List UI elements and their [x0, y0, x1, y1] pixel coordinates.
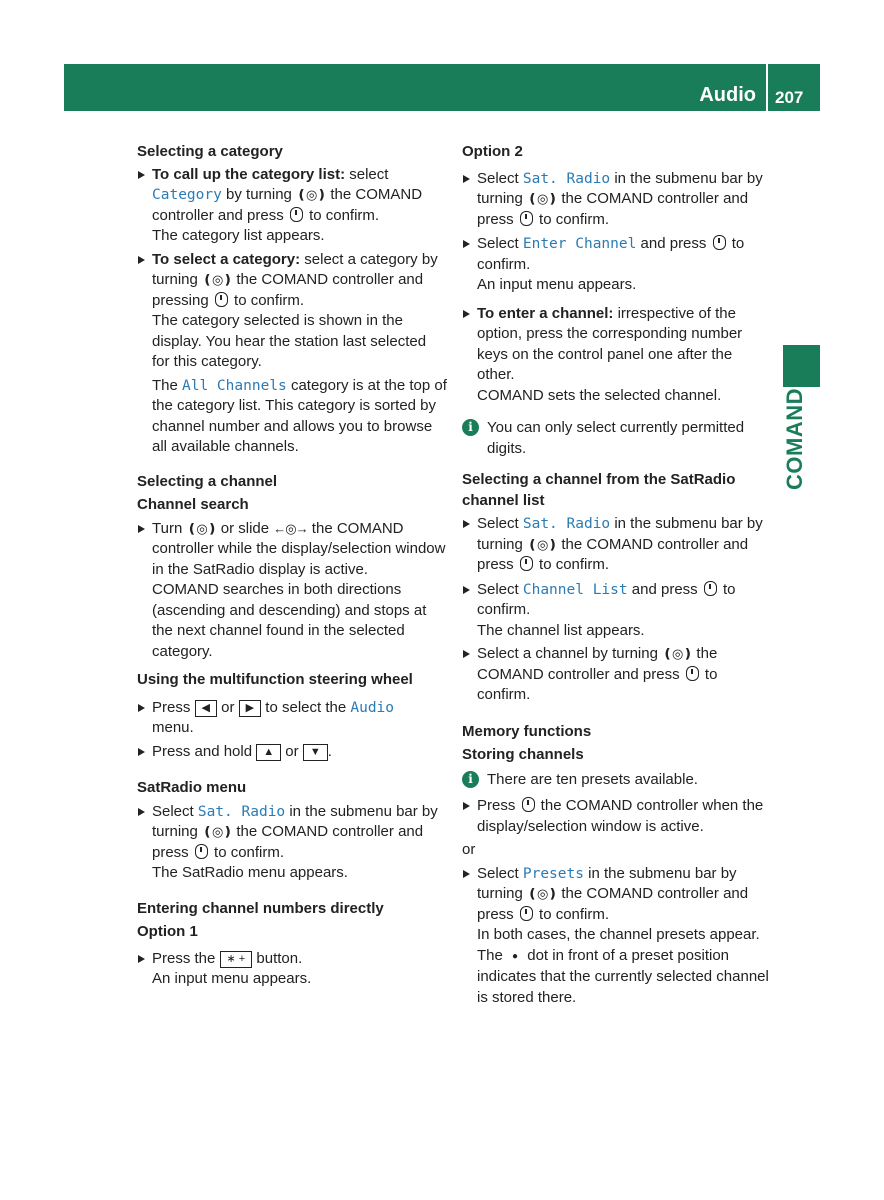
satradio-menu-result: The SatRadio menu appears.	[152, 864, 348, 881]
heading-satradio-channel-list: Selecting a channel from the SatRadio channel list	[462, 471, 736, 509]
up-button-icon: ▲	[256, 744, 281, 761]
info-icon: i	[462, 419, 479, 436]
category-selected-note: The category selected is shown in the display. You hear the station last selected for this category.	[152, 312, 427, 370]
left-button-icon: ◀	[195, 700, 217, 717]
heading-channel-search: Channel search	[137, 496, 249, 513]
step-select-satradio-opt2: Select Sat. Radio in the submenu bar by turning ❪◎❫ the COMAND controller and press to confirm.	[462, 169, 772, 231]
result-category-list: The category list appears.	[152, 227, 325, 244]
step-enter-channel: To enter a channel: irrespective of the option, press the corresponding number keys on the control panel one after the other.	[462, 304, 772, 386]
heading-option-1: Option 1	[137, 923, 198, 940]
heading-satradio-menu: SatRadio menu	[137, 779, 247, 796]
rotate-controller-icon: ❪◎❫	[527, 886, 558, 901]
step-press-arrows: Press ◀ or ▶ to select the Audio menu.	[137, 698, 447, 739]
side-tab-label: COMAND	[782, 388, 807, 490]
step-select-presets: Select Presets in the submenu bar by turning ❪◎❫ the COMAND controller and press to confirm.	[462, 864, 772, 926]
side-tab-marker	[783, 345, 820, 387]
heading-selecting-channel: Selecting a channel	[137, 472, 278, 490]
info-ten-presets: i There are ten presets available.	[462, 770, 772, 791]
rotate-controller-icon: ❪◎❫	[662, 646, 693, 661]
slide-controller-icon: ←◎→	[273, 520, 308, 536]
step-select-satradio: Select Sat. Radio in the submenu bar by turning ❪◎❫ the COMAND controller and press to confirm.	[137, 802, 447, 864]
rotate-controller-icon: ❪◎❫	[296, 187, 327, 202]
rotate-controller-icon: ❪◎❫	[527, 536, 558, 552]
step-press-star-button: Press the ∗ + button.	[137, 949, 447, 970]
step-call-category-list: To call up the category list: select Category by turning ❪◎❫ the COMAND controller and press to confirm.	[137, 165, 447, 227]
heading-memory-functions: Memory functions	[462, 722, 592, 740]
step-press-hold: Press and hold ▲ or ▼ .	[137, 742, 447, 763]
comand-sets-channel: COMAND sets the selected channel.	[477, 386, 722, 404]
press-controller-icon	[704, 581, 717, 596]
step-select-satradio-list: Select Sat. Radio in the submenu bar by turning ❪◎❫ the COMAND controller and press to confirm.	[462, 514, 772, 576]
step-select-enter-channel: Select Enter Channel and press to confirm.	[462, 234, 772, 275]
press-controller-icon	[195, 844, 208, 859]
section-title: Audio	[699, 84, 756, 106]
press-controller-icon	[520, 556, 533, 571]
step-select-channel-list: Select Channel List and press to confirm.	[462, 580, 772, 621]
input-menu-appears: An input menu appears.	[477, 276, 637, 293]
or-separator: or	[462, 841, 476, 858]
press-controller-icon	[520, 906, 533, 921]
right-column	[462, 142, 772, 1008]
down-button-icon: ▼	[303, 744, 328, 761]
rotate-controller-icon: ❪◎❫	[527, 191, 558, 206]
rotate-controller-icon: ❪◎❫	[202, 824, 233, 839]
all-channels-note: The All Channels category is at the top of the category list. This category is sorted by channel number and allows you to browse all available channels.	[152, 376, 447, 455]
rotate-controller-icon: ❪◎❫	[202, 272, 233, 287]
left-column	[137, 142, 447, 990]
preset-dot-icon: ●	[512, 950, 519, 962]
step-select-category: To select a category: select a category by turning ❪◎❫ the COMAND controller and pressing to confirm.	[137, 250, 447, 312]
heading-selecting-category: Selecting a category	[137, 143, 283, 160]
heading-steering-wheel: Using the multifunction steering wheel	[137, 671, 413, 688]
info-permitted-digits: i You can only select currently permitted digits.	[462, 418, 772, 459]
press-controller-icon	[686, 666, 699, 681]
info-icon: i	[462, 771, 479, 788]
input-menu-result: An input menu appears.	[152, 970, 312, 987]
preset-dot-note: The ● dot in front of a preset position indicates that the currently selected channel is stored there.	[477, 946, 769, 1006]
rotate-controller-icon: ❪◎❫	[186, 520, 217, 536]
press-controller-icon	[290, 207, 303, 222]
heading-storing-channels: Storing channels	[462, 746, 584, 763]
press-controller-icon	[520, 211, 533, 226]
star-plus-button-icon: ∗ +	[220, 951, 253, 968]
search-note: COMAND searches in both directions (ascending and descending) and stops at the next channel found in the selected category.	[152, 581, 427, 660]
press-controller-icon	[522, 797, 535, 812]
channel-list-appears: The channel list appears.	[477, 621, 645, 639]
step-press-controller: Press the COMAND controller when the display/selection window is active.	[462, 796, 772, 837]
press-controller-icon	[713, 235, 726, 250]
header-separator	[766, 64, 768, 111]
heading-option-2: Option 2	[462, 143, 523, 160]
presets-appear-note: In both cases, the channel presets appear.	[477, 926, 760, 943]
page-number: 207	[775, 88, 804, 107]
right-button-icon: ▶	[239, 700, 261, 717]
step-select-a-channel: Select a channel by turning ❪◎❫ the COMAND controller and press to confirm.	[462, 644, 772, 706]
press-controller-icon	[215, 292, 228, 307]
step-turn-or-slide: Turn ❪◎❫ or slide ←◎→ the COMAND controller while the display/selection window in the SatRadio display is active.	[137, 519, 447, 581]
heading-entering-channel-numbers: Entering channel numbers directly	[137, 899, 384, 917]
